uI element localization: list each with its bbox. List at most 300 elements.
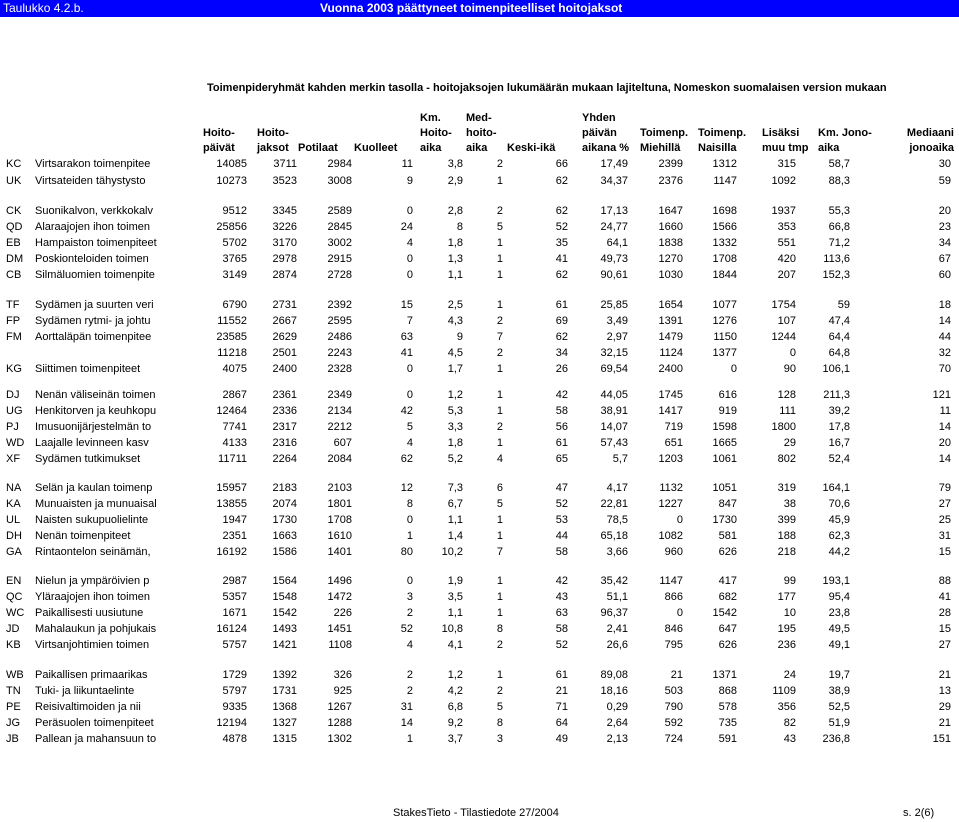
table-cell: 11 — [939, 405, 951, 417]
table-cell: 3523 — [272, 175, 297, 187]
table-cell: 2400 — [658, 363, 683, 375]
table-cell: 44 — [555, 530, 568, 542]
table-cell: 0 — [676, 514, 683, 526]
row-name: Rintaontelon seinämän, — [35, 546, 151, 558]
table-cell: 107 — [777, 315, 796, 327]
table-cell: 49,1 — [828, 639, 850, 651]
table-cell: 1708 — [327, 514, 352, 526]
table-cell: 12194 — [216, 717, 247, 729]
row-name: Nielun ja ympäröivien p — [35, 575, 150, 587]
table-cell: 11552 — [217, 315, 247, 327]
table-cell: 1800 — [771, 421, 796, 433]
table-cell: 1417 — [658, 405, 683, 417]
table-row — [0, 575, 959, 591]
table-cell: 591 — [718, 733, 737, 745]
table-cell: 1472 — [327, 591, 352, 603]
table-cell: 1,9 — [447, 575, 463, 587]
table-cell: 1660 — [658, 221, 683, 233]
table-cell: 1654 — [658, 299, 683, 311]
table-cell: 651 — [664, 437, 683, 449]
table-cell: 8 — [456, 221, 463, 233]
table-cell: 2134 — [327, 405, 352, 417]
table-cell: 919 — [718, 405, 737, 417]
table-cell: 1 — [496, 389, 503, 401]
table-cell: 4075 — [222, 363, 247, 375]
table-row — [0, 331, 959, 347]
table-cell: 1,1 — [447, 514, 463, 526]
table-cell: 0 — [406, 514, 413, 526]
column-header-line: Km. — [420, 112, 441, 124]
table-cell: 4,17 — [606, 482, 628, 494]
table-cell: 4 — [406, 237, 413, 249]
table-cell: 1 — [496, 175, 503, 187]
table-cell: 15 — [938, 546, 951, 558]
table-cell: 3,5 — [447, 591, 463, 603]
table-cell: 2317 — [272, 421, 297, 433]
table-cell: 1937 — [771, 205, 796, 217]
table-cell: 2,13 — [606, 733, 628, 745]
table-cell: 1150 — [713, 331, 737, 343]
column-header-line: Mediaani — [906, 127, 954, 139]
table-cell: 23585 — [216, 331, 247, 343]
table-cell: 925 — [333, 685, 352, 697]
table-cell: 42 — [400, 405, 413, 417]
table-cell: 2328 — [327, 363, 352, 375]
table-cell: 1708 — [712, 253, 737, 265]
table-cell: 5 — [496, 221, 503, 233]
row-code: DH — [6, 530, 22, 542]
table-cell: 62 — [555, 331, 568, 343]
column-header-line: Toimenp. — [698, 127, 747, 139]
table-cell: 80 — [400, 546, 413, 558]
table-cell: 1082 — [658, 530, 683, 542]
table-cell: 25856 — [216, 221, 247, 233]
table-cell: 20 — [938, 437, 951, 449]
table-cell: 35,42 — [600, 575, 628, 587]
table-cell: 1288 — [327, 717, 352, 729]
column-header — [420, 111, 460, 156]
table-cell: 1,1 — [447, 607, 463, 619]
table-cell: 3226 — [272, 221, 297, 233]
table-cell: 111 — [779, 405, 796, 417]
table-cell: 59 — [938, 175, 951, 187]
table-cell: 27 — [938, 639, 951, 651]
table-cell: 89,08 — [600, 669, 628, 681]
table-cell: 58 — [555, 405, 568, 417]
table-cell: 1 — [496, 591, 503, 603]
table-cell: 3002 — [327, 237, 352, 249]
table-cell: 1671 — [222, 607, 247, 619]
column-header — [298, 141, 354, 156]
table-cell: 2589 — [327, 205, 352, 217]
row-code: EN — [6, 575, 22, 587]
table-cell: 44 — [938, 331, 951, 343]
table-cell: 1 — [496, 237, 503, 249]
table-cell: 49 — [555, 733, 568, 745]
table-cell: 66 — [555, 158, 568, 170]
table-cell: 4,1 — [447, 639, 463, 651]
table-cell: 24 — [400, 221, 413, 233]
table-cell: 2 — [496, 639, 503, 651]
table-cell: 7741 — [222, 421, 247, 433]
row-name: Nenän toimenpiteet — [35, 530, 131, 542]
table-cell: 23,8 — [828, 607, 850, 619]
table-cell: 1077 — [712, 299, 737, 311]
table-cell: 1564 — [272, 575, 297, 587]
table-cell: 5,2 — [447, 453, 463, 465]
row-code: UG — [6, 405, 23, 417]
table-cell: 17,8 — [828, 421, 850, 433]
table-cell: 15957 — [216, 482, 247, 494]
table-cell: 1391 — [658, 315, 683, 327]
table-row — [0, 437, 959, 453]
table-cell: 0 — [676, 607, 683, 619]
table-cell: 3,3 — [447, 421, 463, 433]
table-row — [0, 482, 959, 498]
row-code: KB — [6, 639, 21, 651]
row-name: Virtsateiden tähystysto — [35, 175, 146, 187]
table-row — [0, 623, 959, 639]
table-cell: 2 — [496, 421, 503, 433]
table-cell: 2,5 — [447, 299, 463, 311]
table-cell: 1108 — [328, 639, 352, 651]
row-name: Munuaisten ja munuaisal — [35, 498, 157, 510]
table-cell: 682 — [718, 591, 737, 603]
table-cell: 6 — [496, 482, 503, 494]
table-cell: 5 — [496, 498, 503, 510]
table-cell: 2399 — [658, 158, 683, 170]
table-cell: 13855 — [216, 498, 247, 510]
table-cell: 9,2 — [447, 717, 463, 729]
row-name: Siittimen toimenpiteet — [35, 363, 141, 375]
column-header — [818, 126, 878, 156]
table-cell: 7 — [406, 315, 413, 327]
table-cell: 66,8 — [828, 221, 850, 233]
column-header — [698, 126, 754, 156]
table-cell: 1302 — [327, 733, 352, 745]
column-header-line: Toimenp. — [640, 127, 689, 139]
table-cell: 78,5 — [606, 514, 628, 526]
column-header-line: päivät — [203, 142, 235, 154]
table-row — [0, 669, 959, 685]
table-cell: 43 — [783, 733, 796, 745]
table-cell: 1267 — [327, 701, 352, 713]
table-cell: 2667 — [272, 315, 297, 327]
table-cell: 0 — [406, 205, 413, 217]
table-cell: 1566 — [712, 221, 737, 233]
table-cell: 51,9 — [828, 717, 850, 729]
table-cell: 1 — [406, 530, 413, 542]
table-cell: 2984 — [327, 158, 352, 170]
table-subtitle: Toimenpideryhmät kahden merkin tasolla - hoitojaksojen lukumäärän mukaan lajiteltuna, Nomeskon suomalaisen version mukaan — [207, 82, 887, 94]
column-header-line: Hoito- — [420, 127, 452, 139]
table-cell: 44,05 — [600, 389, 628, 401]
row-name: Hampaiston toimenpiteet — [35, 237, 157, 249]
table-cell: 551 — [777, 237, 796, 249]
table-cell: 960 — [664, 546, 683, 558]
table-cell: 1548 — [272, 591, 297, 603]
table-cell: 2915 — [327, 253, 352, 265]
column-header-line: Naisilla — [698, 142, 737, 154]
table-cell: 0 — [730, 363, 737, 375]
table-cell: 503 — [664, 685, 683, 697]
table-cell: 1132 — [659, 482, 683, 494]
table-cell: 8 — [496, 717, 503, 729]
table-row — [0, 221, 959, 237]
row-code: WC — [6, 607, 25, 619]
table-cell: 218 — [777, 546, 796, 558]
row-code: NA — [6, 482, 22, 494]
table-cell: 735 — [718, 717, 737, 729]
table-cell: 2349 — [327, 389, 352, 401]
table-cell: 1092 — [771, 175, 796, 187]
table-cell: 1754 — [771, 299, 796, 311]
table-cell: 16124 — [216, 623, 247, 635]
table-cell: 21 — [555, 685, 568, 697]
title-bar — [0, 0, 959, 17]
table-cell: 9 — [406, 175, 413, 187]
table-cell: 1493 — [272, 623, 297, 635]
table-cell: 9335 — [222, 701, 247, 713]
row-name: Sydämen rytmi- ja johtu — [35, 315, 151, 327]
row-name: Mahalaukun ja pohjukais — [35, 623, 157, 635]
table-cell: 28 — [938, 607, 951, 619]
table-cell: 51,1 — [606, 591, 628, 603]
table-cell: 121 — [932, 389, 951, 401]
table-cell: 41 — [400, 347, 413, 359]
column-header — [900, 126, 954, 156]
row-code: PE — [6, 701, 21, 713]
table-cell: 724 — [664, 733, 683, 745]
table-cell: 1203 — [658, 453, 683, 465]
table-cell: 2392 — [327, 299, 352, 311]
row-name: Virtsarakon toimenpitee — [35, 158, 151, 170]
column-header-line: Lisäksi — [762, 127, 800, 139]
row-name: Poskionteloiden toimen — [35, 253, 149, 265]
table-cell: 64 — [555, 717, 568, 729]
row-code: DM — [6, 253, 24, 265]
row-name: Virtsanjohtimien toimen — [35, 639, 150, 651]
table-cell: 790 — [664, 701, 683, 713]
table-cell: 1147 — [659, 575, 683, 587]
table-cell: 1 — [496, 514, 503, 526]
table-cell: 581 — [718, 530, 737, 542]
table-cell: 14 — [938, 315, 951, 327]
table-cell: 90,61 — [600, 269, 628, 281]
table-cell: 32 — [938, 347, 951, 359]
row-code: WB — [6, 669, 24, 681]
table-cell: 1947 — [222, 514, 247, 526]
table-cell: 1312 — [712, 158, 737, 170]
row-code: EB — [6, 237, 21, 249]
row-code: TF — [6, 299, 20, 311]
table-cell: 2243 — [327, 347, 352, 359]
table-row — [0, 701, 959, 717]
table-cell: 607 — [333, 437, 352, 449]
column-header-line: Keski-ikä — [507, 142, 556, 154]
table-cell: 65 — [555, 453, 568, 465]
table-row — [0, 717, 959, 733]
table-cell: 399 — [777, 514, 796, 526]
table-cell: 9512 — [222, 205, 247, 217]
table-row — [0, 347, 959, 363]
table-cell: 4 — [496, 453, 503, 465]
table-cell: 2987 — [222, 575, 247, 587]
table-cell: 60 — [938, 269, 951, 281]
row-code: KG — [6, 363, 22, 375]
table-cell: 1745 — [658, 389, 683, 401]
table-cell: 3149 — [222, 269, 247, 281]
table-row — [0, 639, 959, 655]
table-cell: 0 — [406, 575, 413, 587]
table-cell: 55,3 — [828, 205, 850, 217]
table-cell: 1377 — [712, 347, 737, 359]
table-cell: 64,8 — [828, 347, 850, 359]
row-code: JB — [6, 733, 19, 745]
table-cell: 61 — [555, 669, 568, 681]
row-code: KA — [6, 498, 21, 510]
column-header-line: Potilaat — [298, 142, 338, 154]
table-cell: 0,29 — [606, 701, 628, 713]
table-cell: 1 — [496, 437, 503, 449]
row-name: Peräsuolen toimenpiteet — [35, 717, 154, 729]
table-cell: 2400 — [272, 363, 297, 375]
table-cell: 62 — [555, 175, 568, 187]
table-cell: 592 — [664, 717, 683, 729]
table-cell: 4 — [406, 437, 413, 449]
table-cell: 626 — [718, 639, 737, 651]
column-header-line: Yhden — [582, 112, 616, 124]
row-code: UK — [6, 175, 22, 187]
table-cell: 193,1 — [822, 575, 850, 587]
table-cell: 3765 — [222, 253, 247, 265]
table-cell: 38,91 — [600, 405, 628, 417]
table-cell: 34 — [938, 237, 951, 249]
table-cell: 4878 — [222, 733, 247, 745]
table-cell: 16,7 — [828, 437, 850, 449]
table-cell: 226 — [333, 607, 352, 619]
row-code: FP — [6, 315, 21, 327]
table-cell: 61 — [555, 437, 568, 449]
table-cell: 151 — [932, 733, 951, 745]
table-cell: 1542 — [272, 607, 297, 619]
table-cell: 3345 — [272, 205, 297, 217]
row-code: WD — [6, 437, 25, 449]
table-cell: 4,2 — [447, 685, 463, 697]
table-cell: 315 — [777, 158, 796, 170]
table-cell: 34,37 — [600, 175, 628, 187]
column-header-line: Miehillä — [640, 142, 681, 154]
table-row — [0, 237, 959, 253]
table-cell: 62 — [555, 205, 568, 217]
table-cell: 26 — [555, 363, 568, 375]
table-cell: 4133 — [222, 437, 247, 449]
table-cell: 61 — [555, 299, 568, 311]
table-cell: 2867 — [222, 389, 247, 401]
table-cell: 90 — [783, 363, 796, 375]
table-cell: 847 — [718, 498, 737, 510]
table-cell: 15 — [938, 623, 951, 635]
table-cell: 62 — [400, 453, 413, 465]
table-cell: 45,9 — [828, 514, 850, 526]
table-cell: 719 — [664, 421, 683, 433]
table-row — [0, 607, 959, 623]
table-cell: 3,7 — [447, 733, 463, 745]
table-cell: 1542 — [712, 607, 737, 619]
row-code: JG — [6, 717, 21, 729]
table-cell: 866 — [664, 591, 683, 603]
table-cell: 21 — [938, 717, 951, 729]
table-cell: 868 — [718, 685, 737, 697]
table-cell: 1730 — [272, 514, 297, 526]
table-cell: 31 — [938, 530, 951, 542]
table-cell: 1 — [496, 363, 503, 375]
table-cell: 99 — [783, 575, 796, 587]
table-cell: 29 — [938, 701, 951, 713]
row-code: UL — [6, 514, 21, 526]
table-cell: 41 — [938, 591, 951, 603]
table-cell: 2874 — [272, 269, 297, 281]
table-cell: 88,3 — [828, 175, 850, 187]
table-cell: 1665 — [712, 437, 737, 449]
row-code: CK — [6, 205, 22, 217]
table-cell: 195 — [777, 623, 796, 635]
column-header-line: Kuolleet — [354, 142, 398, 154]
table-cell: 1731 — [272, 685, 297, 697]
table-cell: 5 — [406, 421, 413, 433]
table-row — [0, 421, 959, 437]
table-cell: 35 — [555, 237, 568, 249]
row-name: Yläraajojen ihon toimen — [35, 591, 150, 603]
column-header-line: Hoito- — [257, 127, 289, 139]
row-name: Sydämen tutkimukset — [35, 453, 141, 465]
table-cell: 1496 — [327, 575, 352, 587]
table-cell: 5702 — [222, 237, 247, 249]
table-cell: 9 — [456, 331, 463, 343]
table-cell: 58 — [555, 546, 568, 558]
table-cell: 356 — [777, 701, 796, 713]
table-cell: 10 — [783, 607, 796, 619]
table-cell: 52,4 — [828, 453, 850, 465]
table-cell: 3 — [406, 591, 413, 603]
table-cell: 1147 — [713, 175, 737, 187]
table-cell: 30 — [938, 158, 951, 170]
table-cell: 6,8 — [447, 701, 463, 713]
table-cell: 1030 — [658, 269, 683, 281]
table-cell: 13 — [938, 685, 951, 697]
table-cell: 4 — [406, 639, 413, 651]
table-cell: 31 — [400, 701, 413, 713]
table-cell: 2 — [406, 669, 413, 681]
table-cell: 52 — [555, 221, 568, 233]
table-cell: 236 — [777, 639, 796, 651]
table-cell: 62 — [555, 269, 568, 281]
column-header — [762, 126, 809, 156]
table-cell: 2376 — [658, 175, 683, 187]
column-header-line: jaksot — [257, 142, 289, 154]
table-cell: 11711 — [218, 453, 247, 465]
table-cell: 1315 — [272, 733, 297, 745]
table-cell: 2595 — [327, 315, 352, 327]
table-cell: 1109 — [772, 685, 796, 697]
table-cell: 47,4 — [828, 315, 850, 327]
row-name: Paikallisesti uusiutune — [35, 607, 144, 619]
table-cell: 38 — [783, 498, 796, 510]
row-name: Suonikalvon, verkkokalv — [35, 205, 154, 217]
table-cell: 0 — [406, 253, 413, 265]
table-cell: 1598 — [712, 421, 737, 433]
table-cell: 1,4 — [447, 530, 463, 542]
